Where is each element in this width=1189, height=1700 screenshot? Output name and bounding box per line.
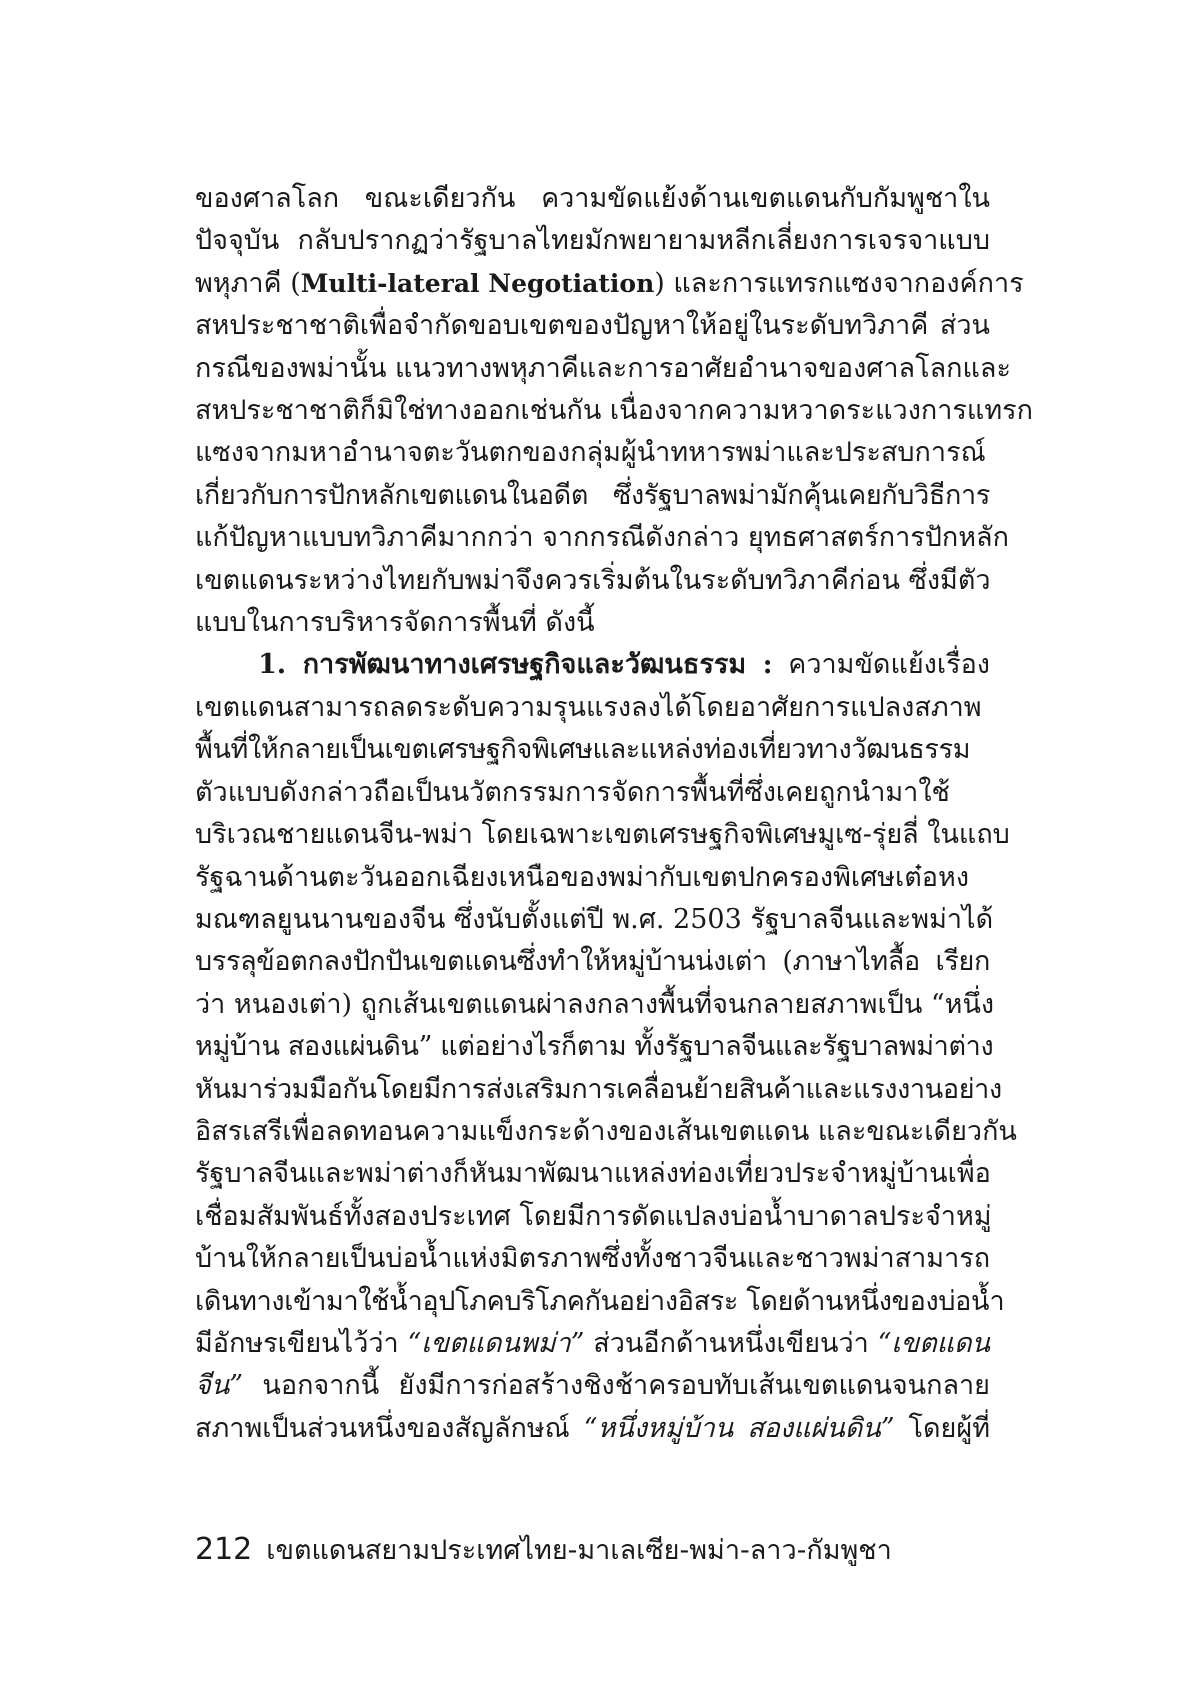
page-number: 212: [195, 1532, 253, 1567]
text-run: ความขัดแย้งเรื่อง: [772, 649, 990, 681]
quoted-text: “เขตแดน: [877, 1327, 990, 1359]
text-line: พื้นที่ให้กลายเป็นเขตเศรษฐกิจพิเศษและแหล่งท่องเที่ยวทางวัฒนธรรม: [195, 734, 971, 766]
text-line: สหประชาชาติก็มิใช่ทางออกเช่นกัน เนื่องจากความหวาดระแวงการแทรก: [195, 395, 1033, 427]
text-run: ส่วนอีกด้านหนึ่งเขียนว่า: [584, 1327, 878, 1359]
text-run: พหุภาคี (: [195, 267, 301, 299]
text-line: กรณีของพม่านั้น แนวทางพหุภาคีและการอาศัยอำนาจของศาลโลกและ: [195, 352, 1011, 384]
text-line: ว่า หนองเต่า) ถูกเส้นเขตแดนผ่าลงกลางพื้นที่จนกลายสภาพเป็น “หนึ่ง: [195, 988, 995, 1020]
text-line: เกี่ยวกับการปักหลักเขตแดนในอดีต ซึ่งรัฐบาลพม่ามักคุ้นเคยกับวิธีการ: [195, 479, 990, 511]
text-line: แบบในการบริหารจัดการพื้นที่ ดังนี้: [195, 607, 595, 639]
quoted-text: “เขตแดนพม่า”: [407, 1327, 585, 1359]
page-footer: [195, 1528, 892, 1571]
text-line: เดินทางเข้ามาใช้น้ำอุปโภคบริโภคกันอย่างอิสระ โดยด้านหนึ่งของบ่อน้ำ: [195, 1285, 1005, 1317]
text-line: ตัวแบบดังกล่าวถือเป็นนวัตกรรมการจัดการพื้นที่ซึ่งเคยถูกนำมาใช้: [195, 776, 950, 808]
text-line: แซงจากมหาอำนาจตะวันตกของกลุ่มผู้นำทหารพม่าและประสบการณ์: [195, 437, 986, 469]
text-line: [195, 1408, 990, 1450]
text-run: โดยผู้ที่: [894, 1412, 990, 1444]
text-line: ของศาลโลก ขณะเดียวกัน ความขัดแย้งด้านเขตแดนกับกัมพูชาใน: [195, 183, 990, 214]
text-line: แก้ปัญหาแบบทวิภาคีมากกว่า จากกรณีดังกล่าว ยุทธศาสตร์การปักหลัก: [195, 522, 1009, 554]
section-heading: 1. การพัฒนาทางเศรษฐกิจและวัฒนธรรม :: [258, 649, 773, 681]
text-run: สภาพเป็นส่วนหนึ่งของสัญลักษณ์: [195, 1412, 584, 1444]
text-line: ปัจจุบัน กลับปรากฏว่ารัฐบาลไทยมักพยายามหลีกเลี่ยงการเจรจาแบบ: [195, 225, 990, 257]
text-line: รัฐฉานด้านตะวันออกเฉียงเหนือของพม่ากับเขตปกครองพิเศษเต๋อหง: [195, 861, 970, 893]
text-line: [195, 263, 1024, 305]
english-term: Multi-lateral Negotiation: [300, 268, 655, 298]
text-line: เขตแดนระหว่างไทยกับพม่าจึงควรเริ่มต้นในระดับทวิภาคีก่อน ซึ่งมีตัว: [195, 564, 991, 596]
text-line: [195, 1365, 990, 1407]
text-line: [195, 1323, 990, 1365]
text-run: นอกจากนี้ ยังมีการก่อสร้างชิงช้าครอบทับเส้นเขตแดนจนกลาย: [243, 1370, 990, 1402]
text-line: มณฑลยูนนานของจีน ซึ่งนับตั้งแต่ปี พ.ศ. 2503 รัฐบาลจีนและพม่าได้: [195, 903, 994, 935]
text-line: รัฐบาลจีนและพม่าต่างก็หันมาพัฒนาแหล่งท่องเที่ยวประจำหมู่บ้านเพื่อ: [195, 1158, 991, 1190]
quoted-text: จีน”: [195, 1370, 244, 1402]
text-line: บ้านให้กลายเป็นบ่อน้ำแห่งมิตรภาพซึ่งทั้งชาวจีนและชาวพม่าสามารถ: [195, 1243, 991, 1275]
text-line: เชื่อมสัมพันธ์ทั้งสองประเทศ โดยมีการดัดแปลงบ่อน้ำบาดาลประจำหมู่: [195, 1200, 992, 1232]
text-line: เขตแดนสามารถลดระดับความรุนแรงลงได้โดยอาศัยการแปลงสภาพ: [195, 691, 982, 723]
body-text: [195, 178, 1033, 1450]
text-line: สหประชาชาติเพื่อจำกัดขอบเขตของปัญหาให้อยู่ในระดับทวิภาคี ส่วน: [195, 310, 990, 342]
running-title: เขตแดนสยามประเทศไทย-มาเลเซีย-พม่า-ลาว-กัมพูชา: [266, 1535, 892, 1566]
text-run: มีอักษรเขียนไว้ว่า: [195, 1327, 408, 1359]
text-line: [195, 644, 990, 686]
text-line: บรรลุข้อตกลงปักปันเขตแดนซึ่งทำให้หมู่บ้านน่งเต่า (ภาษาไทลื้อ เรียก: [195, 946, 990, 978]
text-line: หมู่บ้าน สองแผ่นดิน” แต่อย่างไรก็ตาม ทั้งรัฐบาลจีนและรัฐบาลพม่าต่าง: [195, 1031, 994, 1063]
quoted-text: “หนึ่งหมู่บ้าน สองแผ่นดิน”: [583, 1412, 895, 1444]
text-run: ) และการแทรกแซงจากองค์การ: [654, 267, 1024, 299]
text-line: หันมาร่วมมือกันโดยมีการส่งเสริมการเคลื่อนย้ายสินค้าและแรงงานอย่าง: [195, 1073, 1002, 1105]
text-line: อิสรเสรีเพื่อลดทอนความแข็งกระด้างของเส้นเขตแดน และขณะเดียวกัน: [195, 1115, 1017, 1147]
text-line: บริเวณชายแดนจีน-พม่า โดยเฉพาะเขตเศรษฐกิจพิเศษมูเซ-รุ่ยลี่ ในแถบ: [195, 819, 1010, 851]
